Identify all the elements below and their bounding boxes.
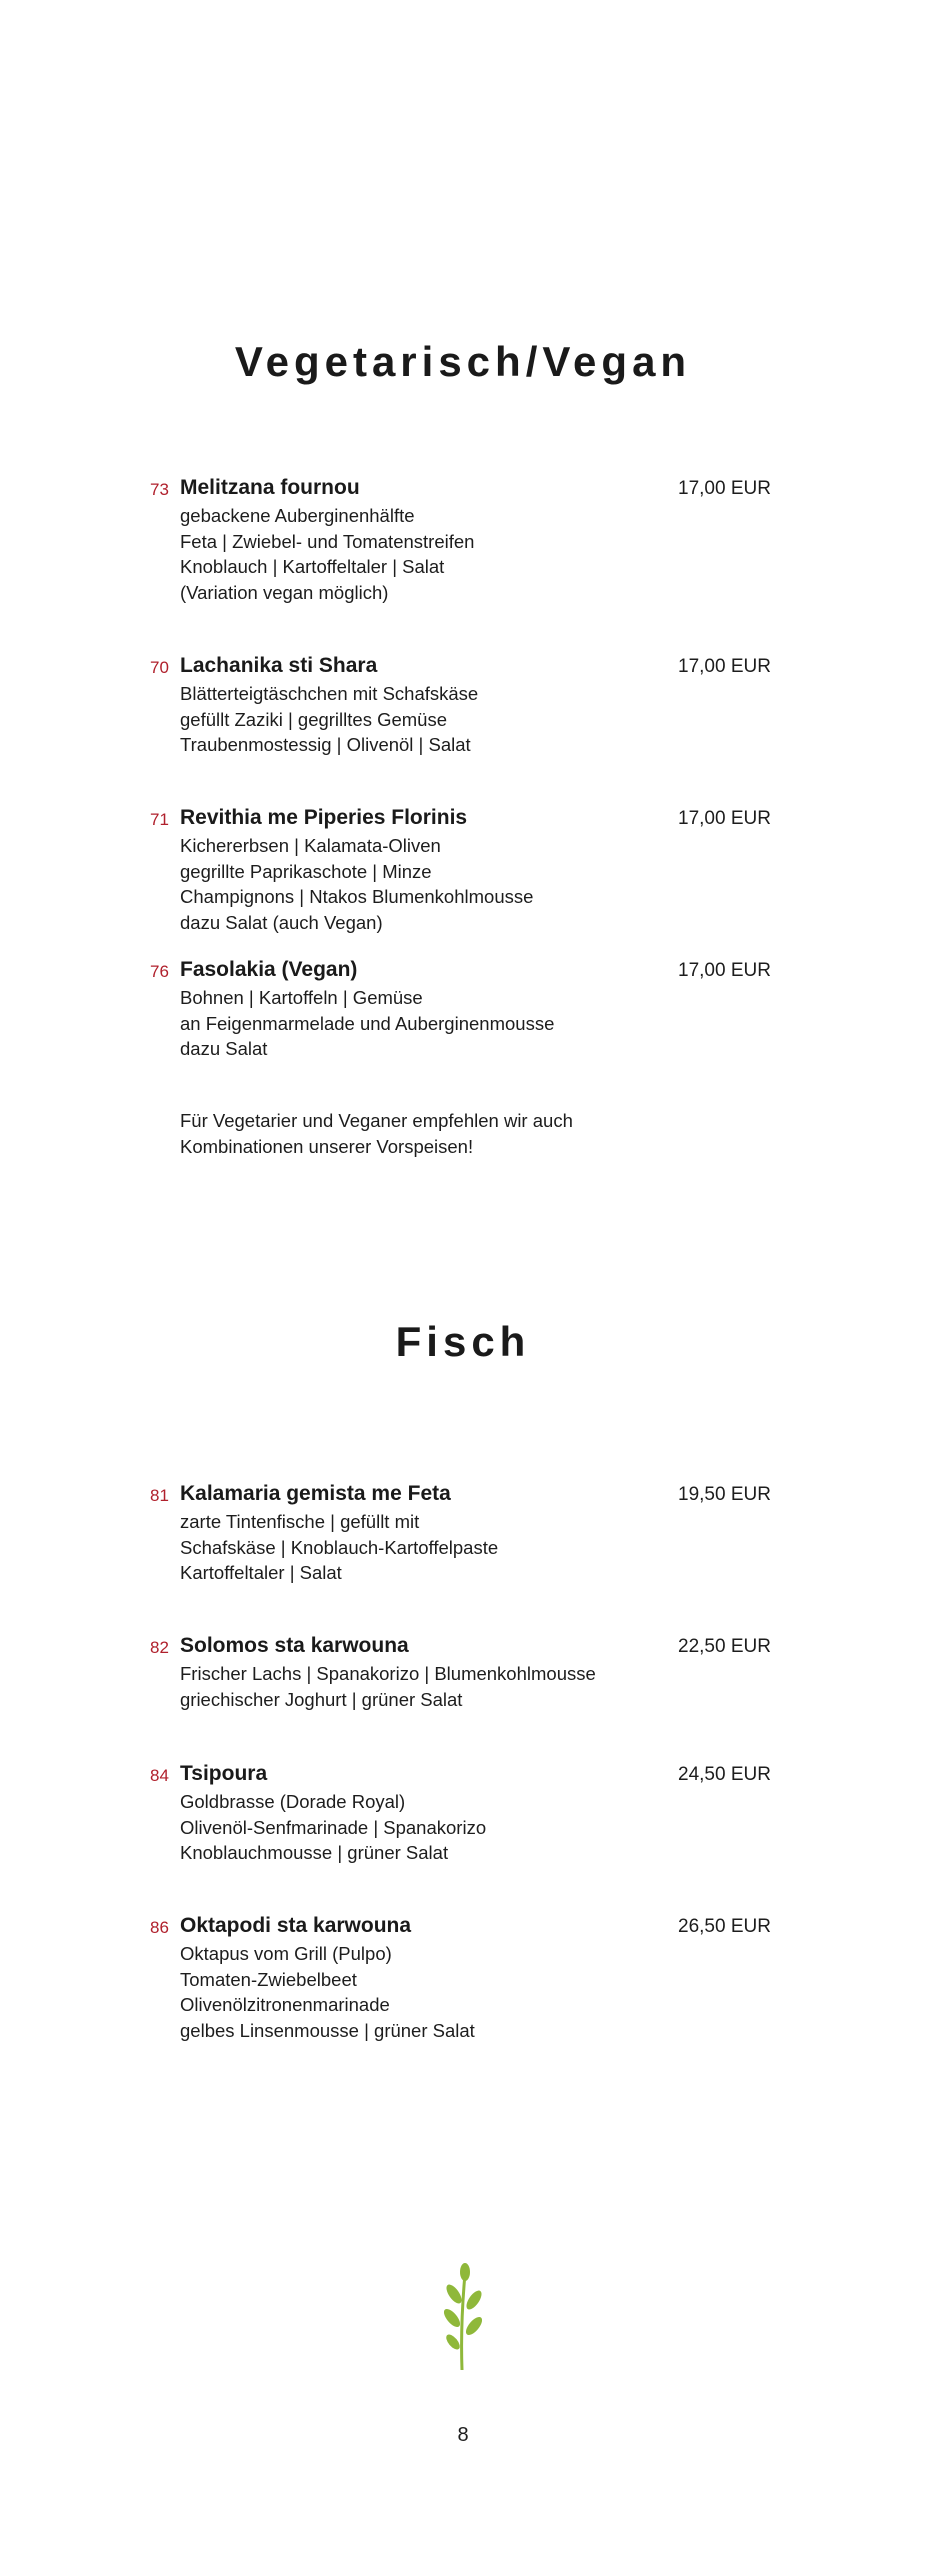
item-price: 17,00 EUR <box>678 808 771 829</box>
item-number: 70 <box>150 658 169 677</box>
item-price: 26,50 EUR <box>678 1916 771 1937</box>
leaf-sprig-icon <box>438 2262 488 2374</box>
item-name: Tsipoura <box>180 1762 268 1785</box>
description-line: dazu Salat <box>180 1038 268 1059</box>
description-line: Feta | Zwiebel- und Tomatenstreifen <box>180 530 475 552</box>
item-price: 17,00 EUR <box>678 656 771 677</box>
item-description <box>180 1941 475 2043</box>
note-line: Für Vegetarier und Veganer empfehlen wir auch <box>180 1110 573 1131</box>
item-price: 22,50 EUR <box>678 1636 771 1657</box>
description-line: Blätterteigtäschchen mit Schafskäse <box>180 683 479 704</box>
description-line: dazu Salat (auch Vegan) <box>180 911 383 933</box>
description-line: gelbes Linsenmousse | grüner Salat <box>180 2019 475 2041</box>
item-price: 17,00 EUR <box>678 960 771 981</box>
item-price: 24,50 EUR <box>678 1764 771 1785</box>
description-line: Tomaten-Zwiebelbeet <box>180 1968 357 1990</box>
description-line: Goldbrasse (Dorade Royal) <box>180 1791 406 1812</box>
description-line: an Feigenmarmelade und Auberginenmousse <box>180 1012 555 1034</box>
description-line: Schafskäse | Knoblauch-Kartoffelpaste <box>180 1536 499 1558</box>
item-number: 76 <box>150 962 169 981</box>
item-number: 81 <box>150 1486 169 1505</box>
item-description <box>180 681 478 758</box>
item-description <box>180 503 474 605</box>
item-number: 71 <box>150 810 169 829</box>
description-line: Knoblauch | Kartoffeltaler | Salat <box>180 556 445 577</box>
description-line: gefüllt Zaziki | gegrilltes Gemüse <box>180 708 447 730</box>
item-price: 17,00 EUR <box>678 478 771 499</box>
item-name: Revithia me Piperies Florinis <box>180 806 468 829</box>
item-name: Solomos sta karwouna <box>180 1634 409 1657</box>
item-number: 73 <box>150 480 169 499</box>
description-line: griechischer Joghurt | grüner Salat <box>180 1688 463 1710</box>
item-description <box>180 1509 498 1586</box>
description-line: (Variation vegan möglich) <box>180 581 389 603</box>
item-number: 84 <box>150 1766 169 1785</box>
description-line: Bohnen | Kartoffeln | Gemüse <box>180 987 423 1008</box>
description-line: Traubenmostessig | Olivenöl | Salat <box>180 734 471 755</box>
description-line: Frischer Lachs | Spanakorizo | Blumenkohlmousse <box>180 1663 596 1684</box>
description-line: Champignons | Ntakos Blumenkohlmousse <box>180 886 534 907</box>
item-description <box>180 1661 596 1712</box>
description-line: Kartoffeltaler | Salat <box>180 1562 342 1583</box>
description-line: gegrillte Paprikaschote | Minze <box>180 860 432 882</box>
item-description <box>180 985 554 1062</box>
item-name: Oktapodi sta karwouna <box>180 1914 412 1937</box>
vegetarian-note <box>180 1108 573 1160</box>
section-title-vegetarian: Vegetarisch/Vegan <box>234 338 692 385</box>
item-number: 82 <box>150 1638 169 1657</box>
item-name: Kalamaria gemista me Feta <box>180 1482 451 1505</box>
item-description <box>180 1789 486 1866</box>
description-line: Olivenölzitronenmarinade <box>180 1994 390 2015</box>
item-price: 19,50 EUR <box>678 1484 771 1505</box>
description-line: Oktapus vom Grill (Pulpo) <box>180 1943 392 1964</box>
description-line: Olivenöl-Senfmarinade | Spanakorizo <box>180 1816 487 1838</box>
note-line: Kombinationen unserer Vorspeisen! <box>180 1136 474 1157</box>
item-name: Fasolakia (Vegan) <box>180 958 358 981</box>
description-line: zarte Tintenfische | gefüllt mit <box>180 1511 420 1532</box>
description-line: Kichererbsen | Kalamata-Oliven <box>180 835 441 856</box>
item-name: Melitzana fournou <box>180 476 360 499</box>
section-title-fish: Fisch <box>395 1318 531 1365</box>
item-number: 86 <box>150 1918 169 1937</box>
description-line: Knoblauchmousse | grüner Salat <box>180 1842 449 1863</box>
item-name: Lachanika sti Shara <box>180 654 378 677</box>
item-description <box>180 833 533 935</box>
description-line: gebackene Auberginenhälfte <box>180 505 415 526</box>
page-number: 8 <box>457 2424 469 2446</box>
